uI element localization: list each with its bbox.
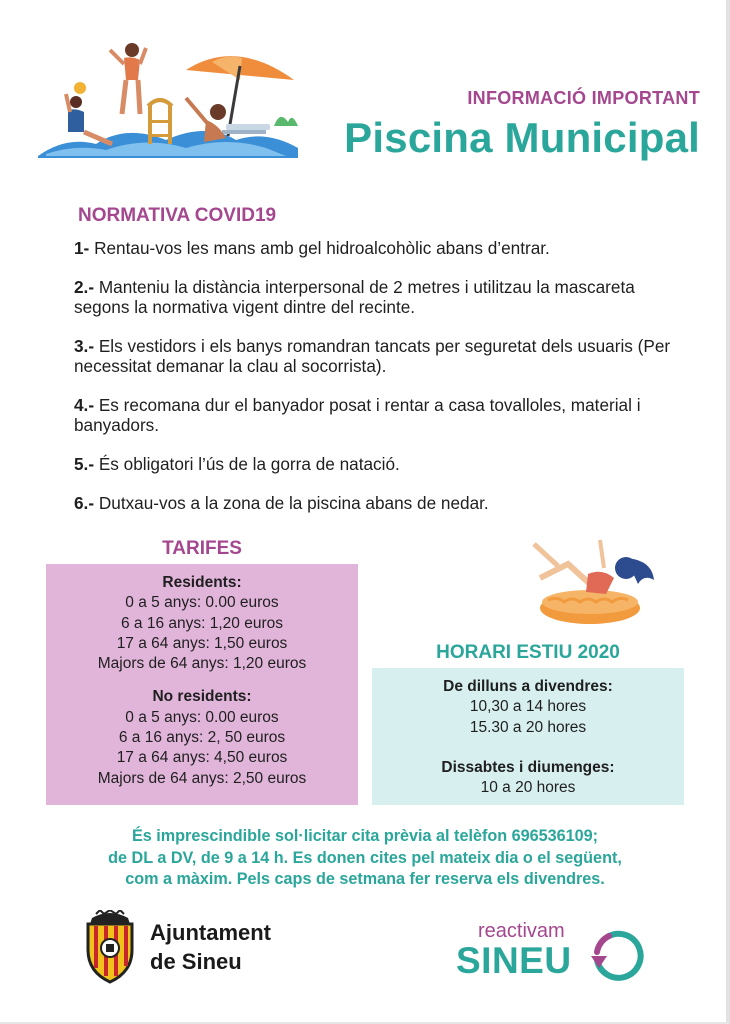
non-residents-group <box>46 687 358 788</box>
rule-number: 2.- <box>74 277 95 297</box>
non-residents-title: No residents: <box>152 688 252 706</box>
rule-text: Rentau-vos les mans amb gel hidroalcohòlic abans d’entrar. <box>94 238 550 258</box>
rule-number: 4.- <box>74 395 95 415</box>
hours-line: 10 a 20 hores <box>480 779 576 797</box>
brand-main-text: SINEU <box>456 940 572 981</box>
tariff-line: 6 a 16 anys: 2, 50 euros <box>118 729 286 747</box>
rule-item <box>74 336 674 376</box>
swim-ring-illustration-icon <box>528 538 660 628</box>
rule-item <box>74 493 674 513</box>
tariff-line: Majors de 64 anys: 2,50 euros <box>97 769 307 787</box>
tariff-line: 0 a 5 anys: 0.00 euros <box>125 594 279 612</box>
rule-number: 5.- <box>74 454 95 474</box>
notice-line: com a màxim. Pels caps de setmana fer reserva els divendres. <box>125 870 605 888</box>
tariffs-box <box>46 564 358 805</box>
rule-text: Dutxau-vos a la zona de la piscina abans de nedar. <box>98 493 489 513</box>
hours-line: 10,30 a 14 hores <box>469 698 587 716</box>
council-line: de Sineu <box>150 949 242 974</box>
notice-line: de DL a DV, de 9 a 14 h. Es donen cites pel mateix dia o el següent, <box>108 848 622 867</box>
rule-text: Manteniu la distància interpersonal de 2 metres i utilitzau la mascareta segons la normativa vigent dintre del recinte. <box>74 277 635 317</box>
rule-number: 3.- <box>74 336 95 356</box>
council-name <box>150 918 271 976</box>
rules-list <box>74 238 674 532</box>
header-kicker: INFORMACIÓ IMPORTANT <box>467 88 700 108</box>
council-crest-icon <box>82 910 138 984</box>
tariff-line: Majors de 64 anys: 1,20 euros <box>97 655 307 673</box>
weekend-title: Dissabtes i diumenges: <box>441 758 615 776</box>
tariff-line: 6 a 16 anys: 1,20 euros <box>120 614 283 632</box>
rule-text: Els vestidors i els banys romandran tancats per seguretat dels usuaris (Per necessitat demanar la clau al socorrista). <box>74 336 671 376</box>
residents-title: Residents: <box>162 574 242 591</box>
hours-heading: HORARI ESTIU 2020 <box>436 642 620 663</box>
weekdays-title: De dilluns a divendres: <box>443 678 613 695</box>
tariff-line: 17 a 64 anys: 1,50 euros <box>116 634 288 652</box>
residents-group <box>46 573 358 674</box>
rule-text: És obligatori l’ús de la gorra de natació. <box>98 454 400 474</box>
council-line: Ajuntament <box>150 920 271 945</box>
rule-text: Es recomana dur el banyador posat i rentar a casa tovalloles, material i banyadors. <box>74 395 641 435</box>
page-title: Piscina Municipal <box>344 114 700 161</box>
hours-box <box>372 668 684 805</box>
rule-number: 1- <box>74 238 90 258</box>
pool-scene-illustration-icon <box>36 40 304 162</box>
reactivam-brand <box>456 920 656 984</box>
appointment-notice <box>40 826 690 891</box>
weekend-group <box>372 758 684 799</box>
tariff-line: 17 a 64 anys: 4,50 euros <box>116 749 288 767</box>
rule-number: 6.- <box>74 493 95 513</box>
rule-item <box>74 238 674 258</box>
hours-line: 15.30 a 20 hores <box>469 718 587 736</box>
notice-line: És imprescindible sol·licitar cita prèvia al telèfon 696536109; <box>131 827 599 845</box>
tariff-line: 0 a 5 anys: 0.00 euros <box>125 708 279 726</box>
rule-item <box>74 454 674 474</box>
tariffs-heading: TARIFES <box>162 538 242 559</box>
weekdays-group <box>372 677 684 738</box>
rule-item <box>74 395 674 435</box>
rules-heading: NORMATIVA COVID19 <box>78 205 277 226</box>
refresh-arrow-icon <box>589 926 649 982</box>
brand-top-text: reactivam <box>478 920 565 942</box>
rule-item <box>74 277 674 317</box>
